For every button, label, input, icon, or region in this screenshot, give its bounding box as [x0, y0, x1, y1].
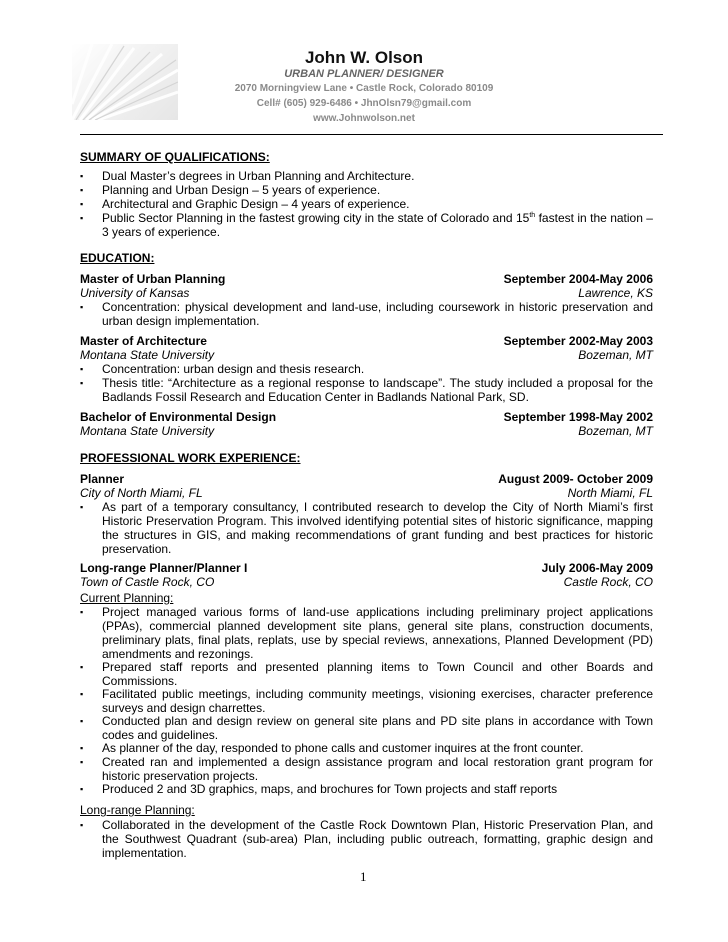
education-bullet: ▪ Thesis title: “Architecture as a regional response to landscape”. The study included a proposal for the Badlands Fossil Research and Education Center in Badlands National Park, SD.	[80, 376, 653, 404]
degree-dates: September 1998-May 2002	[503, 410, 653, 424]
degree-row	[80, 410, 653, 424]
degree-title: Bachelor of Environmental Design	[80, 410, 277, 424]
bullet-icon: ▪	[80, 743, 84, 753]
degree-title: Master of Architecture	[80, 334, 207, 348]
degree-row	[80, 272, 653, 286]
bullet-icon: ▪	[80, 820, 84, 830]
education-heading: EDUCATION:	[80, 251, 155, 265]
bullet-icon: ▪	[80, 689, 84, 699]
job-dates: August 2009- October 2009	[498, 472, 653, 486]
employer-name: Town of Castle Rock, CO	[80, 575, 215, 589]
page-number: 1	[360, 869, 367, 884]
employer-row	[80, 575, 653, 589]
job-row	[80, 561, 653, 575]
school-row	[80, 424, 653, 438]
school-location: Bozeman, MT	[578, 424, 653, 438]
website-link[interactable]: www.Johnwolson.net	[313, 113, 415, 124]
header-divider	[80, 134, 663, 135]
summary-bullet: ▪ Planning and Urban Design – 5 years of experience.	[80, 183, 381, 197]
school-name: Montana State University	[80, 348, 215, 362]
school-row	[80, 348, 653, 362]
bullet-icon: ▪	[80, 607, 84, 617]
summary-bullet: ▪ Architectural and Graphic Design – 4 years of experience.	[80, 197, 410, 211]
bullet-icon: ▪	[80, 757, 84, 767]
school-location: Lawrence, KS	[578, 286, 653, 300]
job-bullet: ▪ Prepared staff reports and presented planning items to Town Council and other Boards and Commissions.	[80, 660, 653, 688]
bullet-icon: ▪	[80, 199, 84, 209]
job-bullet: ▪ Produced 2 and 3D graphics, maps, and brochures for Town projects and staff reports	[80, 782, 558, 796]
employer-location: North Miami, FL	[567, 486, 653, 500]
bullet-icon: ▪	[80, 378, 84, 388]
employer-row	[80, 486, 653, 500]
job-bullet: ▪ Facilitated public meetings, including community meetings, visioning exercises, character preference surveys and design charrettes.	[80, 687, 653, 715]
degree-title: Master of Urban Planning	[80, 272, 226, 286]
bullet-icon: ▪	[80, 302, 84, 312]
summary-bullet: ▪ Public Sector Planning in the fastest growing city in the state of Colorado and 15th fastest in the nation – 3 years of experience.	[80, 211, 653, 239]
job-bullet: ▪ Collaborated in the development of the Castle Rock Downtown Plan, Historic Preservation Plan, and the Southwest Quadrant (sub-area) Plan, including public outreach, formatting, graphic design and implementation.	[80, 818, 653, 860]
employer-location: Castle Rock, CO	[563, 575, 653, 589]
job-dates: July 2006-May 2009	[541, 561, 653, 575]
job-bullet: ▪ As part of a temporary consultancy, I contributed research to develop the City of North Miami’s first Historic Preservation Program. This involved identifying potential sites of historic significance, mapping the structures in GIS, and making recommendations of grant funding and best practices for historic preservation.	[80, 500, 653, 556]
job-title: URBAN PLANNER/ DESIGNER	[284, 68, 444, 80]
school-location: Bozeman, MT	[578, 348, 653, 362]
degree-row	[80, 334, 653, 348]
address: 2070 Morningview Lane • Castle Rock, Colorado 80109	[234, 83, 494, 94]
degree-dates: September 2002-May 2003	[503, 334, 653, 348]
bullet-icon: ▪	[80, 716, 84, 726]
job-position: Long-range Planner/Planner I	[80, 561, 248, 575]
bullet-icon: ▪	[80, 185, 84, 195]
degree-dates: September 2004-May 2006	[503, 272, 653, 286]
bullet-icon: ▪	[80, 171, 84, 181]
education-bullet: ▪ Concentration: physical development and land-use, including coursework in historic preservation and urban design implementation.	[80, 300, 653, 328]
phone-email: Cell# (605) 929-6486 • JhnOlsn79@gmail.com	[256, 98, 472, 109]
job-bullet: ▪ Project managed various forms of land-use applications including preliminary project applications (PPAs), commercial planned development site plans, general site plans, construction documents, preliminary plats, final plats, replats, use by special reviews, annexations, Planned Development (PD) amendments and rezonings.	[80, 605, 653, 661]
employer-name: City of North Miami, FL	[80, 486, 203, 500]
bullet-icon: ▪	[80, 662, 84, 672]
school-name: Montana State University	[80, 424, 215, 438]
school-name: University of Kansas	[80, 286, 190, 300]
school-row	[80, 286, 653, 300]
job-bullet: ▪ Conducted plan and design review on general site plans and PD site plans in accordance with Town codes and guidelines.	[80, 714, 653, 742]
job-bullet: ▪ Created ran and implemented a design assistance program and local restoration grant program for historic preservation projects.	[80, 755, 653, 783]
bullet-icon: ▪	[80, 364, 84, 374]
summary-bullet: ▪ Dual Master’s degrees in Urban Planning and Architecture.	[80, 169, 415, 183]
bullet-icon: ▪	[80, 784, 84, 794]
job-bullet: ▪ As planner of the day, responded to phone calls and customer inquires at the front counter.	[80, 741, 584, 755]
bullet-icon: ▪	[80, 502, 84, 512]
job-position: Planner	[80, 472, 125, 486]
summary-heading: SUMMARY OF QUALIFICATIONS:	[80, 150, 270, 164]
subsection-current-planning: Current Planning:	[80, 591, 174, 605]
experience-heading: PROFESSIONAL WORK EXPERIENCE:	[80, 451, 301, 465]
subsection-long-range-planning: Long-range Planning:	[80, 803, 195, 817]
bullet-icon: ▪	[80, 213, 84, 223]
education-bullet: ▪ Concentration: urban design and thesis research.	[80, 362, 365, 376]
candidate-name: John W. Olson	[304, 48, 424, 67]
job-row	[80, 472, 653, 486]
